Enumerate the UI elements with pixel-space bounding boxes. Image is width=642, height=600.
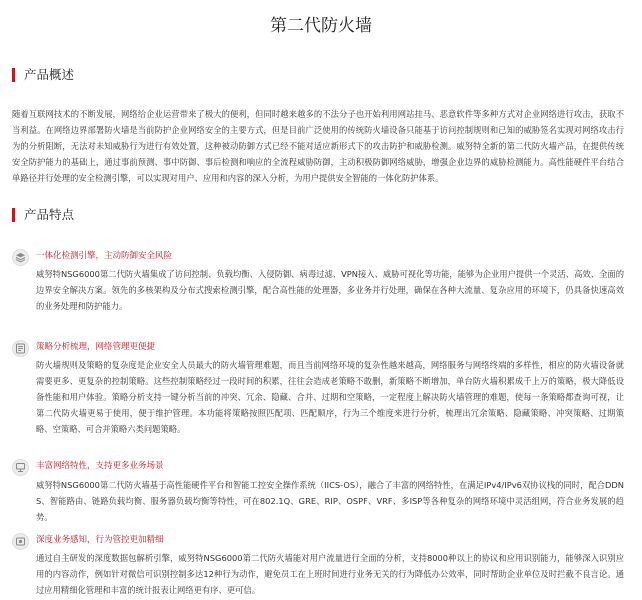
overview-heading xyxy=(12,67,74,83)
feature-body: 威努特NSG6000第二代防火墙集成了访问控制、负载均衡、入侵防御、病毒过滤、VPN接入、威胁可视化等功能，能够为企业用户提供一个灵活、高效、全面的边界安全解决方案。领先的多核架构及分布式搜索检测引擎，配合高性能的处理器，多业务并行处理，确保在各种大流量、复杂应用的环境下，仍具备快速高效的业务处理和防护能力。 xyxy=(36,269,624,311)
feature-title: 深度业务感知，行为管控更加精细 xyxy=(36,535,164,545)
layers-icon xyxy=(12,249,29,266)
features-heading xyxy=(12,207,74,223)
sense-icon xyxy=(12,533,29,550)
features-heading-text: 产品特点 xyxy=(24,207,75,222)
feature-title: 策略分析梳理，网络管理更便捷 xyxy=(36,342,156,352)
page-title: 第二代防火墙 xyxy=(270,16,372,36)
feature-body: 防火墙规则及策略的复杂度是企业安全人员最大的防火墙管理难题，而且当前网络环境的复杂性越来越高，网络服务与网络终端的多样性，相应的防火墙设备就需要更多、更复杂的控制策略。这些控制策略经过一段时间的积累，往往会造成老策略不敢删，新策略不断增加，单台防火墙积累成千上万的策略，极大降低设备性能和用户体验。策略分析支持一键分析当前的冲突、冗余、隐藏、合并、过期和空策略，一定程度上解决防火墙管理的难题，使每一条策略都查询可视，让第二代防火墙更易于使用，便于维护管理。本功能将策略按照匹配项、匹配顺序，行为三个维度来进行分析，梳理出冗余策略、隐藏策略、冲突策略、过期策略、空策略、可合并策略六类问题策略。 xyxy=(36,360,624,434)
feature-body: 威努特NSG6000第二代防火墙基于高性能硬件平台和智能工控安全操作系统（IICS-OS），融合了丰富的网络特性，在满足IPv4/IPv6双协议栈的同时，配合DDNS、智能路由、链路负载均衡、服务器负载均衡等特性，可在802.1Q、GRE、RIP、OSPF、VRF、多ISP等各种复杂的网络环境中灵活组网，符合业务发展的趋势。 xyxy=(36,480,624,522)
heading-accent-bar xyxy=(12,208,15,222)
overview-body: 随着互联网技术的不断发展，网络给企业运营带来了极大的便利，但同时越来越多的不法分子也开始利用网站挂马、恶意软件等多种方式对企业网络进行攻击，获取不当利益。在网络边界部署防火墙是当前防护企业网络安全的主要方式，但是目前广泛使用的传统防火墙设备只能基于访问控制规则和已知的威胁签名实现对网络攻击行为的分析阻断，无法对未知威胁行为进行有效处置，这种被动防御方式已经不能对适应新形式下的攻击防护和威胁检测。威努特全新的第二代防火墙产品，在提供传统安全防护能力的基础上，通过事前预测、事中防御、事后检测和响应的全流程威胁防御，主动积极防御网络威胁，增强企业边界的威胁检测能力。高性能硬件平台结合单路径并行处理的安全检测引擎，可以实现对用户、应用和内容的深入分析，为用户提供安全智能的一体化防护体系。 xyxy=(12,109,624,183)
policy-icon xyxy=(12,340,29,357)
heading-accent-bar xyxy=(12,68,15,82)
overview-heading-text: 产品概述 xyxy=(24,67,75,82)
network-icon xyxy=(12,459,29,476)
feature-title: 丰富网络特性，支持更多业务场景 xyxy=(36,461,164,471)
feature-body: 通过自主研发的深度数据包解析引擎，威努特NSG6000第二代防火墙能对用户流量进行全面的分析，支持8000种以上的协议和应用识别能力，能够深入识别应用的内容动作，例如针对微信可识别控制多达12种行为动作，避免员工在上班时间进行业务无关的行为降低办公效率，同时帮助企业单位及时拦截不良言论。通过应用精细化管理和丰富的统计报表让网络更有序、更可信。 xyxy=(36,553,624,595)
feature-title: 一体化检测引擎，主动防御安全风险 xyxy=(36,251,173,261)
